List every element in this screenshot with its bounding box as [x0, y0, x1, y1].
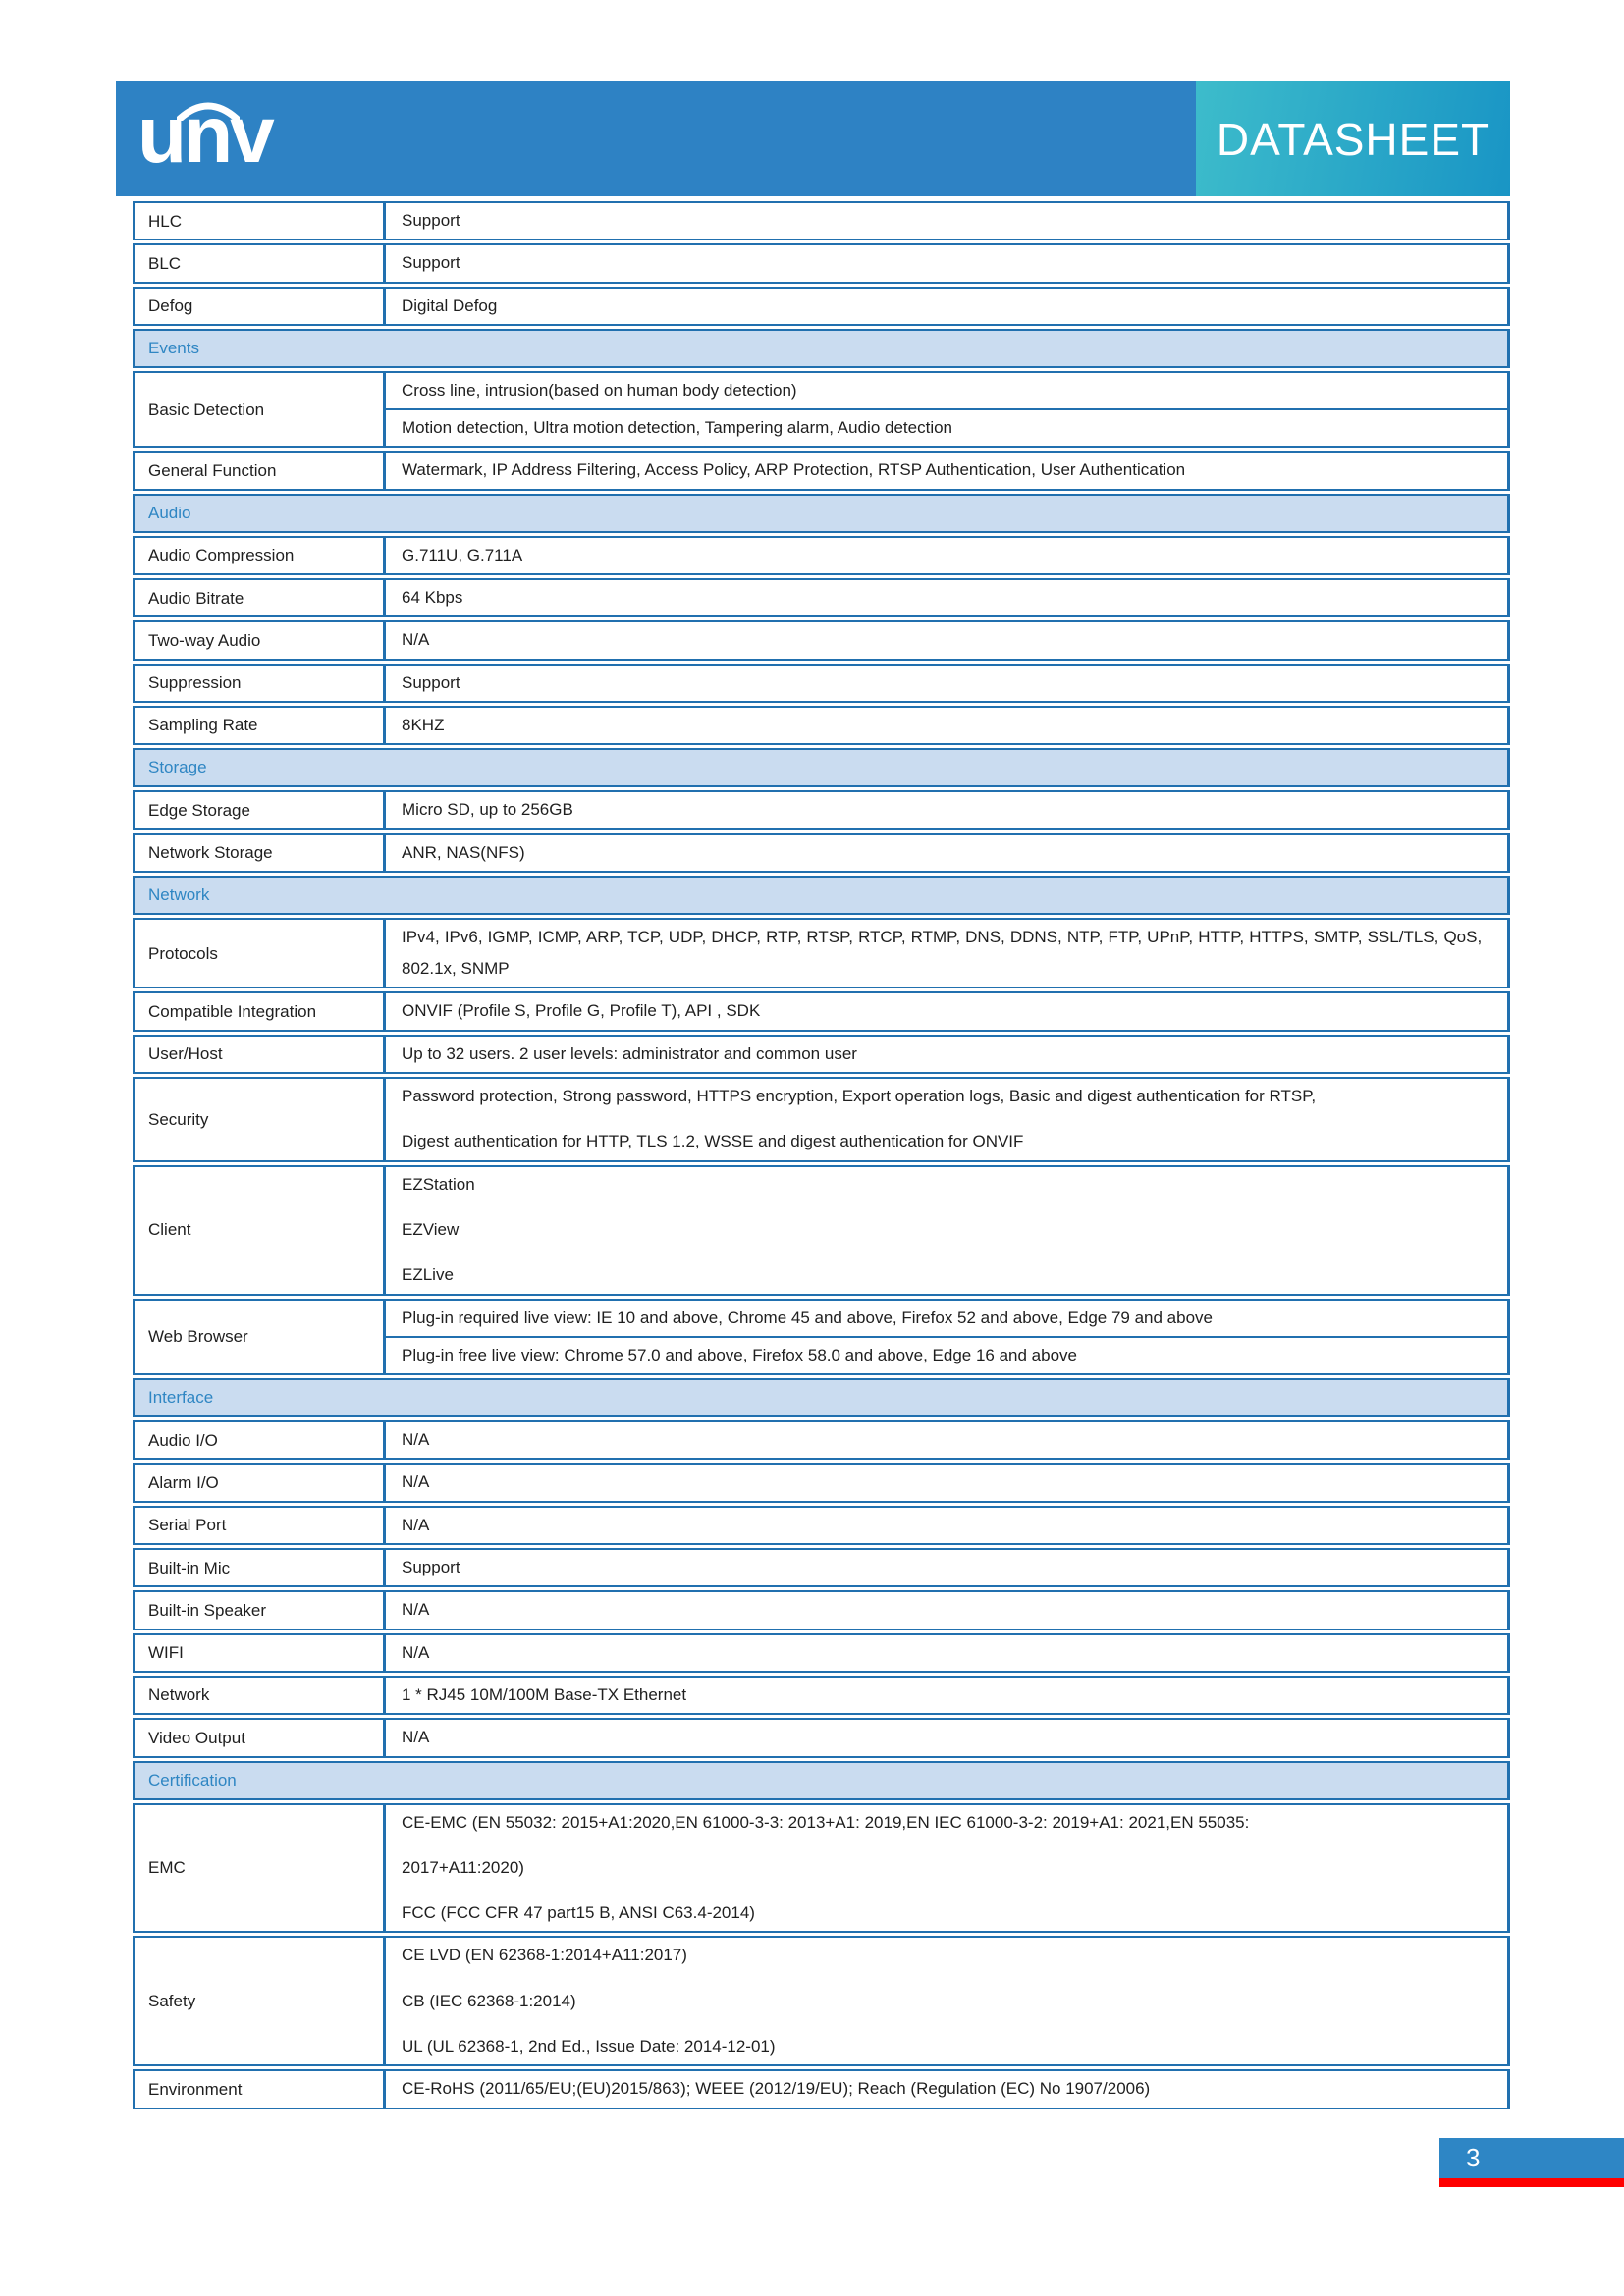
value-text: Digital Defog — [402, 295, 498, 315]
row-values — [386, 1938, 1507, 2064]
row-values — [386, 622, 1507, 658]
value-text: EZLive — [402, 1265, 454, 1285]
row-label: Network — [135, 1678, 386, 1713]
table-row — [133, 1077, 1510, 1162]
table-row — [133, 287, 1510, 326]
table-row — [133, 664, 1510, 703]
value-text: Support — [402, 253, 460, 273]
row-label: Alarm I/O — [135, 1465, 386, 1500]
value-text: Cross line, intrusion(based on human body detection) — [402, 380, 797, 400]
row-label: Audio Compression — [135, 538, 386, 573]
row-label: Edge Storage — [135, 792, 386, 828]
unv-logo-text: unv — [137, 90, 272, 180]
table-row — [133, 371, 1510, 449]
row-label: Built-in Speaker — [135, 1592, 386, 1628]
page-number: 3 — [1466, 2143, 1481, 2172]
value-text: 1 * RJ45 10M/100M Base-TX Ethernet — [402, 1684, 687, 1704]
value-text: 64 Kbps — [402, 588, 463, 608]
row-values — [386, 1301, 1507, 1374]
row-label: Audio I/O — [135, 1422, 386, 1458]
value-text: Password protection, Strong password, HTTPS encryption, Export operation logs, Basic and digest authentication for RTSP, — [402, 1087, 1317, 1106]
value-cell — [386, 1465, 1507, 1500]
value-text: UL (UL 62368-1, 2nd Ed., Issue Date: 2014-12-01) — [402, 2036, 776, 2056]
table-row — [133, 1299, 1510, 1376]
table-row — [133, 243, 1510, 283]
value-cell — [386, 1592, 1507, 1628]
value-text: N/A — [402, 1515, 430, 1534]
row-values — [386, 1805, 1507, 1932]
table-row — [133, 1035, 1510, 1074]
row-label: Video Output — [135, 1720, 386, 1755]
table-row — [133, 833, 1510, 873]
section-label: Audio — [148, 503, 191, 522]
section-header-row — [133, 494, 1510, 533]
value-text: N/A — [402, 1728, 430, 1747]
table-row — [133, 1506, 1510, 1545]
table-row — [133, 1936, 1510, 2066]
value-cell — [386, 453, 1507, 488]
row-label: Web Browser — [135, 1301, 386, 1374]
value-cell — [386, 2071, 1507, 2107]
section-label: Events — [148, 338, 199, 357]
row-values — [386, 1422, 1507, 1458]
row-label: Safety — [135, 1938, 386, 2064]
table-row — [133, 1548, 1510, 1587]
table-row — [133, 578, 1510, 617]
value-text: ONVIF (Profile S, Profile G, Profile T), API , SDK — [402, 1001, 761, 1021]
value-text: IPv4, IPv6, IGMP, ICMP, ARP, TCP, UDP, DHCP, RTP, RTSP, RTCP, RTMP, DNS, DDNS, NTP, FTP, UPnP, HTTP, HTTPS, SMTP, SSL/TLS, QoS, 802.1x, SNMP — [402, 927, 1491, 979]
section-header-row — [133, 1378, 1510, 1417]
row-label: Defog — [135, 289, 386, 324]
value-text: CE-EMC (EN 55032: 2015+A1:2020,EN 61000-3-3: 2013+A1: 2019,EN IEC 61000-3-2: 2019+A1: 2021,EN 55035: — [402, 1812, 1250, 1832]
row-label: BLC — [135, 245, 386, 281]
section-header-row — [133, 748, 1510, 787]
value-cell — [386, 408, 1507, 446]
value-cell — [386, 792, 1507, 828]
value-cell — [386, 1167, 1507, 1294]
row-values — [386, 792, 1507, 828]
row-label: Audio Bitrate — [135, 580, 386, 615]
value-text: Micro SD, up to 256GB — [402, 800, 573, 820]
value-text: Plug-in required live view: IE 10 and above, Chrome 45 and above, Firefox 52 and above, Edge 79 and above — [402, 1308, 1213, 1327]
value-text: CB (IEC 62368-1:2014) — [402, 1991, 576, 2010]
value-cell — [386, 373, 1507, 408]
row-label: Environment — [135, 2071, 386, 2107]
row-label: Network Storage — [135, 835, 386, 871]
value-text: EZView — [402, 1219, 460, 1239]
row-values — [386, 453, 1507, 488]
row-values — [386, 1550, 1507, 1585]
value-cell — [386, 1635, 1507, 1671]
row-values — [386, 203, 1507, 239]
table-row — [133, 451, 1510, 490]
row-values — [386, 835, 1507, 871]
value-cell — [386, 1336, 1507, 1373]
section-label: Storage — [148, 758, 207, 777]
value-cell — [386, 1938, 1507, 2064]
row-label: Protocols — [135, 920, 386, 988]
row-label: WIFI — [135, 1635, 386, 1671]
value-cell — [386, 1508, 1507, 1543]
datasheet-banner: DATASHEET — [1196, 81, 1510, 196]
row-label: Suppression — [135, 666, 386, 701]
table-row — [133, 1676, 1510, 1715]
row-label: Sampling Rate — [135, 708, 386, 743]
row-label: Security — [135, 1079, 386, 1160]
row-values — [386, 538, 1507, 573]
table-row — [133, 2069, 1510, 2109]
row-values — [386, 1720, 1507, 1755]
value-text: Digest authentication for HTTP, TLS 1.2, WSSE and digest authentication for ONVIF — [402, 1132, 1024, 1151]
table-row — [133, 1463, 1510, 1502]
table-row — [133, 991, 1510, 1031]
table-row — [133, 1718, 1510, 1757]
value-text: N/A — [402, 630, 430, 650]
table-row — [133, 620, 1510, 660]
row-values — [386, 666, 1507, 701]
row-values — [386, 1678, 1507, 1713]
value-text: N/A — [402, 1600, 430, 1620]
value-cell — [386, 1301, 1507, 1336]
row-label: Compatible Integration — [135, 993, 386, 1029]
value-text: FCC (FCC CFR 47 part15 B, ANSI C63.4-2014) — [402, 1903, 755, 1923]
value-cell — [386, 245, 1507, 281]
value-cell — [386, 1037, 1507, 1072]
value-text: Support — [402, 211, 460, 230]
value-cell — [386, 993, 1507, 1029]
value-text: EZStation — [402, 1174, 475, 1194]
row-label: Two-way Audio — [135, 622, 386, 658]
value-cell — [386, 1079, 1507, 1160]
row-label: User/Host — [135, 1037, 386, 1072]
value-text: Up to 32 users. 2 user levels: administrator and common user — [402, 1043, 857, 1063]
table-row — [133, 706, 1510, 745]
row-label: Serial Port — [135, 1508, 386, 1543]
table-row — [133, 1633, 1510, 1673]
table-row — [133, 1590, 1510, 1629]
value-cell — [386, 622, 1507, 658]
page-number-box — [1439, 2138, 1624, 2178]
value-text: Motion detection, Ultra motion detection, Tampering alarm, Audio detection — [402, 418, 952, 438]
row-values — [386, 920, 1507, 988]
table-row — [133, 1803, 1510, 1934]
row-values — [386, 373, 1507, 447]
unv-logo — [137, 90, 334, 192]
table-row — [133, 1420, 1510, 1460]
table-row — [133, 201, 1510, 240]
value-text: CE-RoHS (2011/65/EU;(EU)2015/863); WEEE (2012/19/EU); Reach (Regulation (EC) No 1907/2006) — [402, 2079, 1151, 2099]
value-cell — [386, 1678, 1507, 1713]
logo-arc-icon — [177, 101, 240, 121]
row-label: Built-in Mic — [135, 1550, 386, 1585]
row-values — [386, 245, 1507, 281]
value-cell — [386, 920, 1507, 988]
row-values — [386, 1465, 1507, 1500]
section-header-row — [133, 329, 1510, 368]
section-label: Network — [148, 884, 210, 904]
row-label: General Function — [135, 453, 386, 488]
row-label: HLC — [135, 203, 386, 239]
value-text: Support — [402, 1558, 460, 1577]
value-cell — [386, 538, 1507, 573]
value-cell — [386, 289, 1507, 324]
value-cell — [386, 1720, 1507, 1755]
row-values — [386, 289, 1507, 324]
value-text: N/A — [402, 1430, 430, 1450]
value-text: Support — [402, 672, 460, 692]
value-text: N/A — [402, 1472, 430, 1492]
value-cell — [386, 1805, 1507, 1932]
value-text: N/A — [402, 1642, 430, 1662]
table-row — [133, 536, 1510, 575]
value-text: Plug-in free live view: Chrome 57.0 and above, Firefox 58.0 and above, Edge 16 and above — [402, 1345, 1077, 1364]
row-values — [386, 1592, 1507, 1628]
value-text: G.711U, G.711A — [402, 545, 523, 564]
row-values — [386, 2071, 1507, 2107]
row-values — [386, 1508, 1507, 1543]
value-cell — [386, 580, 1507, 615]
row-values — [386, 1079, 1507, 1160]
section-label: Certification — [148, 1770, 237, 1789]
value-text: 2017+A11:2020) — [402, 1857, 524, 1877]
footer-underline — [1439, 2178, 1624, 2187]
row-label: Basic Detection — [135, 373, 386, 447]
row-values — [386, 1635, 1507, 1671]
row-values — [386, 708, 1507, 743]
value-text: CE LVD (EN 62368-1:2014+A11:2017) — [402, 1946, 687, 1965]
value-text: 8KHZ — [402, 715, 445, 734]
value-cell — [386, 666, 1507, 701]
row-values — [386, 1167, 1507, 1294]
table-row — [133, 918, 1510, 989]
row-values — [386, 1037, 1507, 1072]
value-cell — [386, 1422, 1507, 1458]
value-cell — [386, 203, 1507, 239]
table-row — [133, 790, 1510, 829]
table-row — [133, 1165, 1510, 1296]
section-label: Interface — [148, 1388, 214, 1408]
value-cell — [386, 1550, 1507, 1585]
value-cell — [386, 708, 1507, 743]
section-header-row — [133, 1761, 1510, 1800]
value-text: ANR, NAS(NFS) — [402, 842, 525, 862]
row-values — [386, 993, 1507, 1029]
section-header-row — [133, 876, 1510, 915]
spec-table — [133, 201, 1510, 2112]
row-label: EMC — [135, 1805, 386, 1932]
row-values — [386, 580, 1507, 615]
value-cell — [386, 835, 1507, 871]
value-text: Watermark, IP Address Filtering, Access Policy, ARP Protection, RTSP Authentication, User Authentication — [402, 460, 1186, 480]
row-label: Client — [135, 1167, 386, 1294]
